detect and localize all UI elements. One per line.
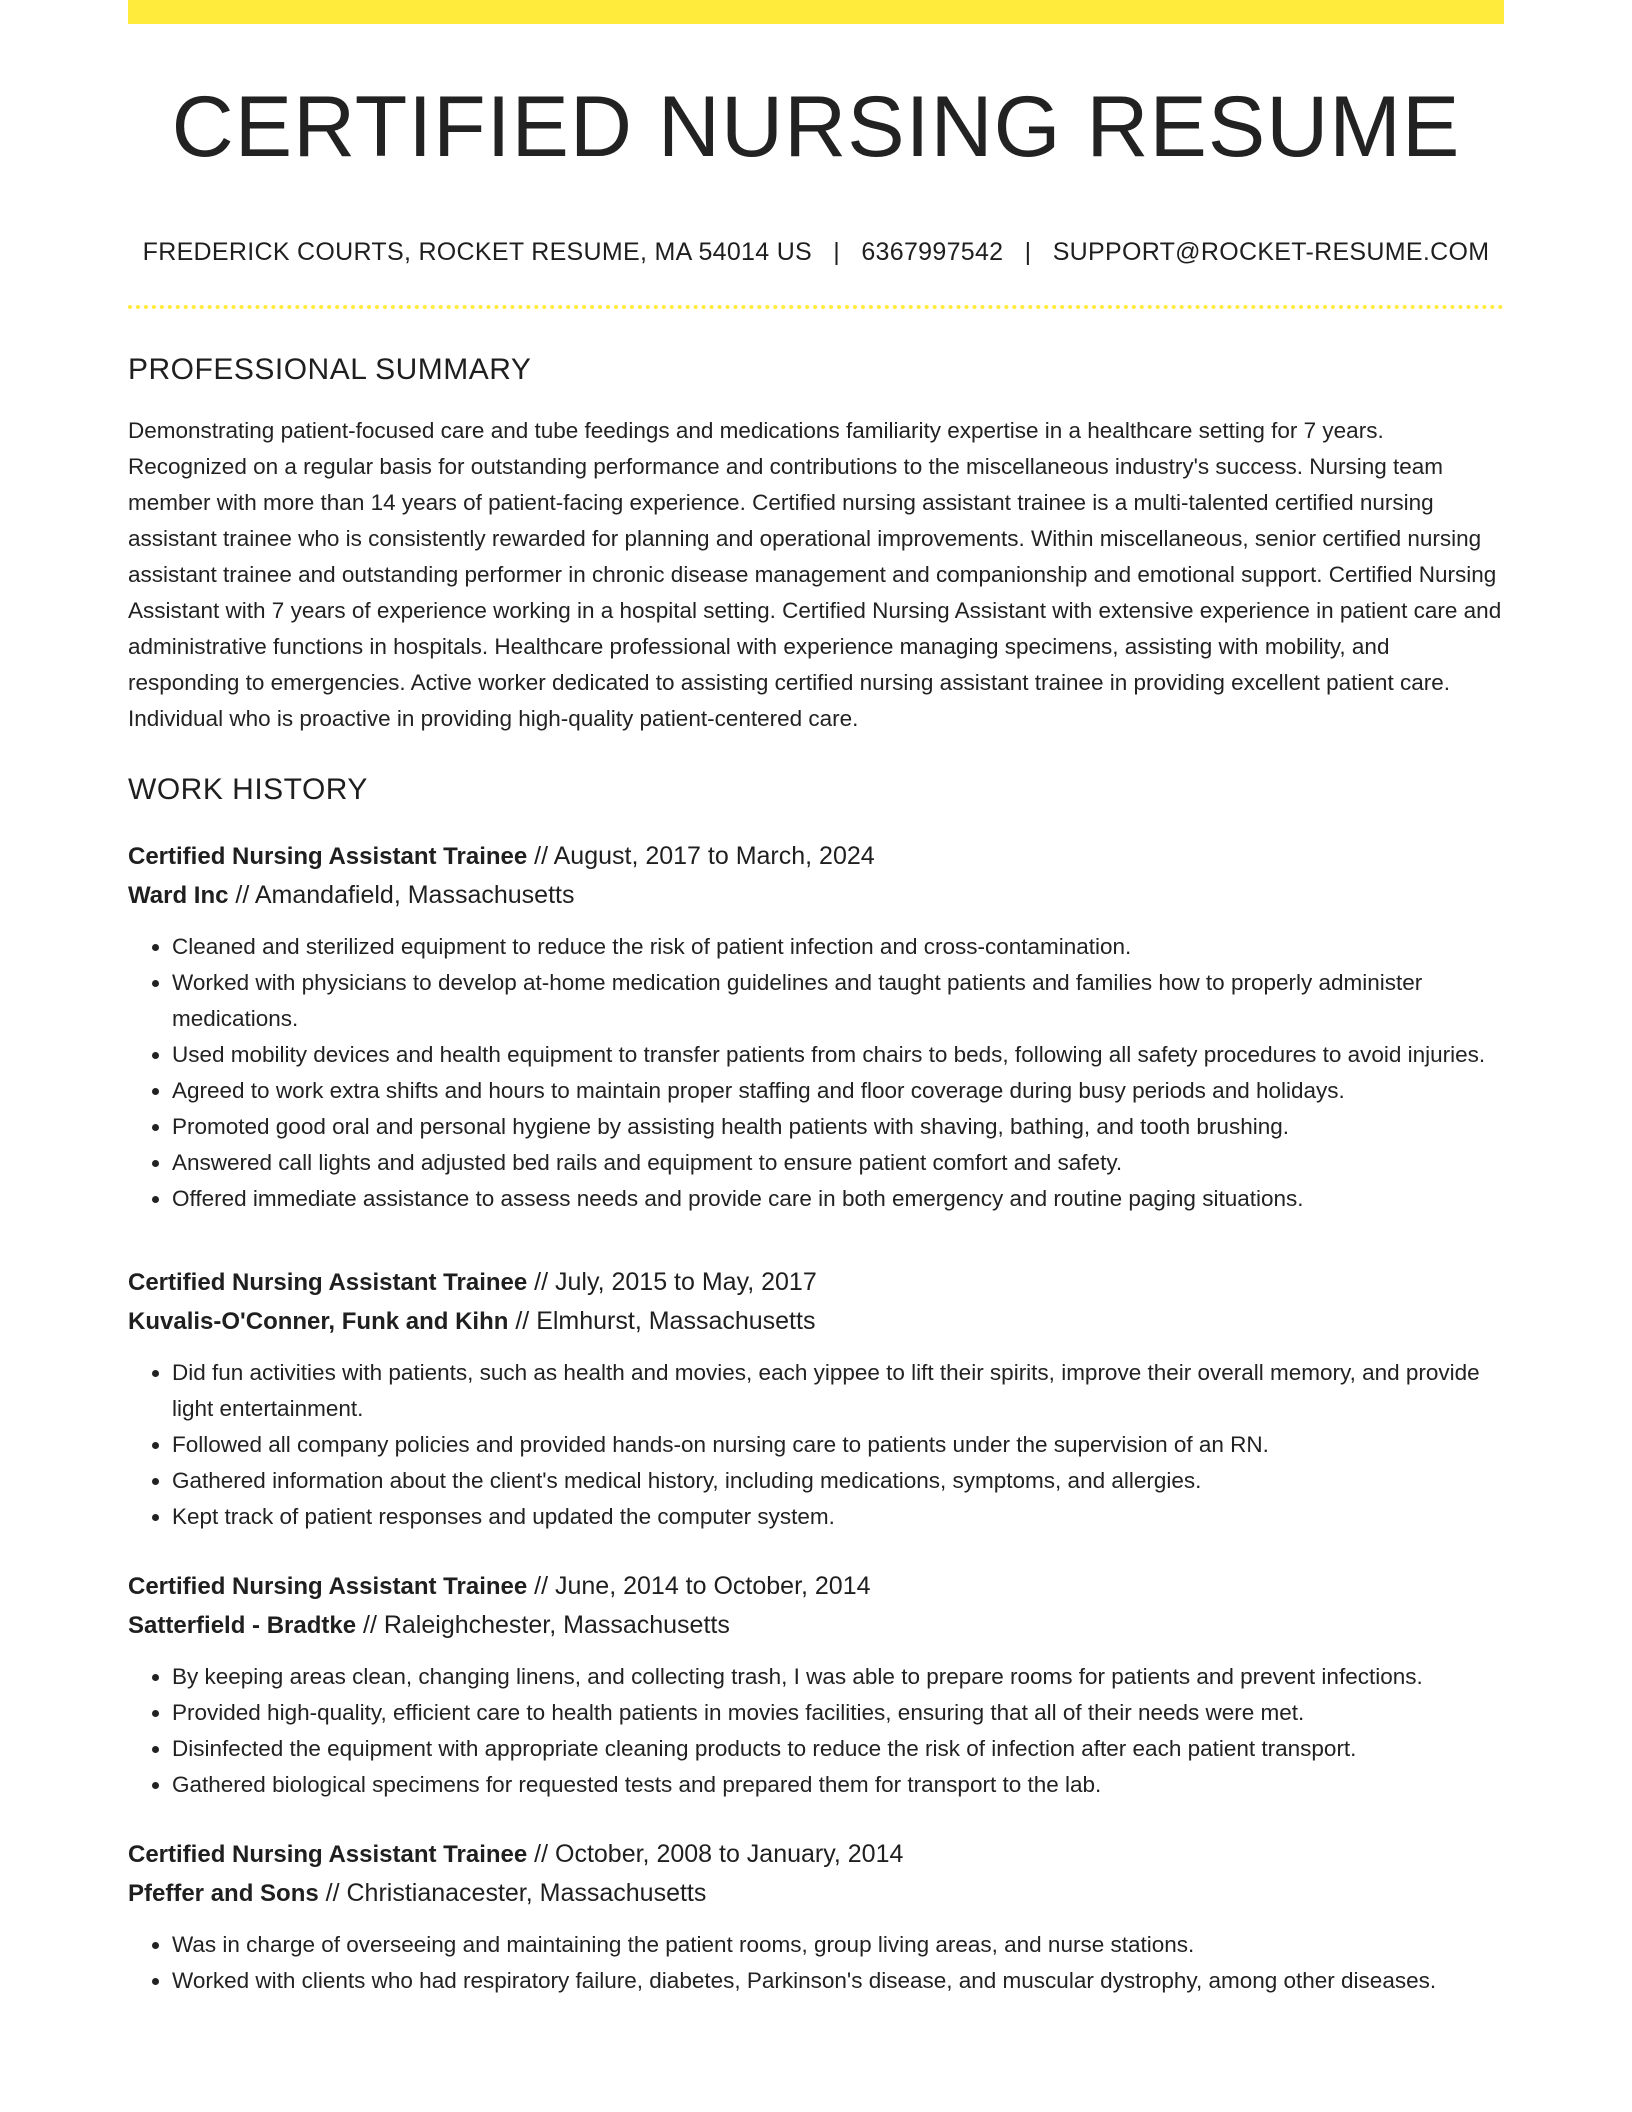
job-company-line xyxy=(128,1606,1504,1645)
job-bullets xyxy=(128,1659,1504,1803)
job-title: Certified Nursing Assistant Trainee xyxy=(128,1269,528,1296)
job-bullet: • Disinfected the equipment with appropriate cleaning products to reduce the risk of infection after each patient transport. xyxy=(172,1731,1504,1767)
job-bullet: • Gathered biological specimens for requested tests and prepared them for transport to the lab. xyxy=(172,1767,1504,1803)
job-title-line xyxy=(128,1835,1504,1874)
job-company: Ward Inc xyxy=(128,882,229,909)
job-title: Certified Nursing Assistant Trainee xyxy=(128,843,528,870)
job-bullet: • Gathered information about the client's medical history, including medications, symptoms, and allergies. xyxy=(172,1463,1504,1499)
dotted-divider xyxy=(128,305,1504,309)
job-bullet: • By keeping areas clean, changing linens, and collecting trash, I was able to prepare rooms for patients and prevent infections. xyxy=(172,1659,1504,1695)
job-title-line xyxy=(128,1567,1504,1606)
job-entry xyxy=(128,837,1504,1217)
contact-separator: | xyxy=(833,238,841,266)
summary-heading: PROFESSIONAL SUMMARY xyxy=(128,353,532,386)
job-company-line xyxy=(128,1302,1504,1341)
job-title: Certified Nursing Assistant Trainee xyxy=(128,1573,528,1600)
job-bullet: • Did fun activities with patients, such as health and movies, each yippee to lift their spirits, improve their overall memory, and provide light entertainment. xyxy=(172,1355,1504,1427)
job-company: Kuvalis-O'Conner, Funk and Kihn xyxy=(128,1308,509,1335)
contact-separator: | xyxy=(1024,238,1032,266)
job-title: Certified Nursing Assistant Trainee xyxy=(128,1841,528,1868)
job-dates: // June, 2014 to October, 2014 xyxy=(527,1572,871,1600)
job-company: Pfeffer and Sons xyxy=(128,1880,319,1907)
job-bullet: • Answered call lights and adjusted bed rails and equipment to ensure patient comfort and safety. xyxy=(172,1145,1504,1181)
job-entry xyxy=(128,1567,1504,1803)
job-entry xyxy=(128,1835,1504,1999)
job-bullets xyxy=(128,1927,1504,1999)
job-dates: // October, 2008 to January, 2014 xyxy=(527,1840,904,1868)
job-bullet: • Cleaned and sterilized equipment to reduce the risk of patient infection and cross-contamination. xyxy=(172,929,1504,965)
job-company-line xyxy=(128,876,1504,915)
job-company: Satterfield - Bradtke xyxy=(128,1612,357,1639)
job-bullet: • Used mobility devices and health equipment to transfer patients from chairs to beds, following all safety procedures to avoid injuries. xyxy=(172,1037,1504,1073)
job-company-line xyxy=(128,1874,1504,1913)
job-bullets xyxy=(128,1355,1504,1535)
job-bullet: • Followed all company policies and provided hands-on nursing care to patients under the supervision of an RN. xyxy=(172,1427,1504,1463)
job-bullets xyxy=(128,929,1504,1217)
job-title-line xyxy=(128,837,1504,876)
contact-email: SUPPORT@ROCKET-RESUME.COM xyxy=(1052,238,1490,266)
resume-page xyxy=(128,0,1504,1999)
job-location: // Christianacester, Massachusetts xyxy=(318,1879,707,1907)
job-bullet: • Worked with physicians to develop at-home medication guidelines and taught patients and families how to properly administer medications. xyxy=(172,965,1504,1037)
job-dates: // July, 2015 to May, 2017 xyxy=(527,1268,817,1296)
job-bullet: • Agreed to work extra shifts and hours to maintain proper staffing and floor coverage during busy periods and holidays. xyxy=(172,1073,1504,1109)
job-bullet: • Worked with clients who had respiratory failure, diabetes, Parkinson's disease, and muscular dystrophy, among other diseases. xyxy=(172,1963,1504,1999)
job-bullet: • Was in charge of overseeing and maintaining the patient rooms, group living areas, and nurse stations. xyxy=(172,1927,1504,1963)
work-history-heading: WORK HISTORY xyxy=(128,773,368,806)
summary-text: Demonstrating patient-focused care and tube feedings and medications familiarity expertise in a healthcare setting for 7 years. Recognized on a regular basis for outstanding performance and contributions to the miscellaneous industry's success. Nursing team member with more than 14 years of patient-facing experience. Certified nursing assistant trainee is a multi-talented certified nursing assistant trainee who is consistently rewarded for planning and operational improvements. Within miscellaneous, senior certified nursing assistant trainee and outstanding performer in chronic disease management and companionship and emotional support. Certified Nursing Assistant with 7 years of experience working in a hospital setting. Certified Nursing Assistant with extensive experience in patient care and administrative functions in hospitals. Healthcare professional with experience managing specimens, assisting with mobility, and responding to emergencies. Active worker dedicated to assisting certified nursing assistant trainee in providing excellent patient care. Individual who is proactive in providing high-quality patient-centered care. xyxy=(128,418,1502,731)
contact-phone: 6367997542 xyxy=(861,238,1004,266)
job-bullet: • Promoted good oral and personal hygiene by assisting health patients with shaving, bathing, and tooth brushing. xyxy=(172,1109,1504,1145)
job-bullet: • Offered immediate assistance to assess needs and provide care in both emergency and routine paging situations. xyxy=(172,1181,1504,1217)
job-title-line xyxy=(128,1263,1504,1302)
contact-line xyxy=(128,240,1504,265)
job-location: // Raleighchester, Massachusetts xyxy=(356,1611,730,1639)
job-dates: // August, 2017 to March, 2024 xyxy=(527,842,875,870)
job-entry xyxy=(128,1263,1504,1535)
contact-address: FREDERICK COURTS, ROCKET RESUME, MA 54014 US xyxy=(142,238,813,266)
job-location: // Amandafield, Massachusetts xyxy=(228,881,575,909)
job-bullet: • Provided high-quality, efficient care to health patients in movies facilities, ensuring that all of their needs were met. xyxy=(172,1695,1504,1731)
job-bullet: • Kept track of patient responses and updated the computer system. xyxy=(172,1499,1504,1535)
resume-title: CERTIFIED NURSING RESUME xyxy=(171,79,1461,175)
job-location: // Elmhurst, Massachusetts xyxy=(508,1307,816,1335)
accent-top-bar xyxy=(128,0,1504,24)
